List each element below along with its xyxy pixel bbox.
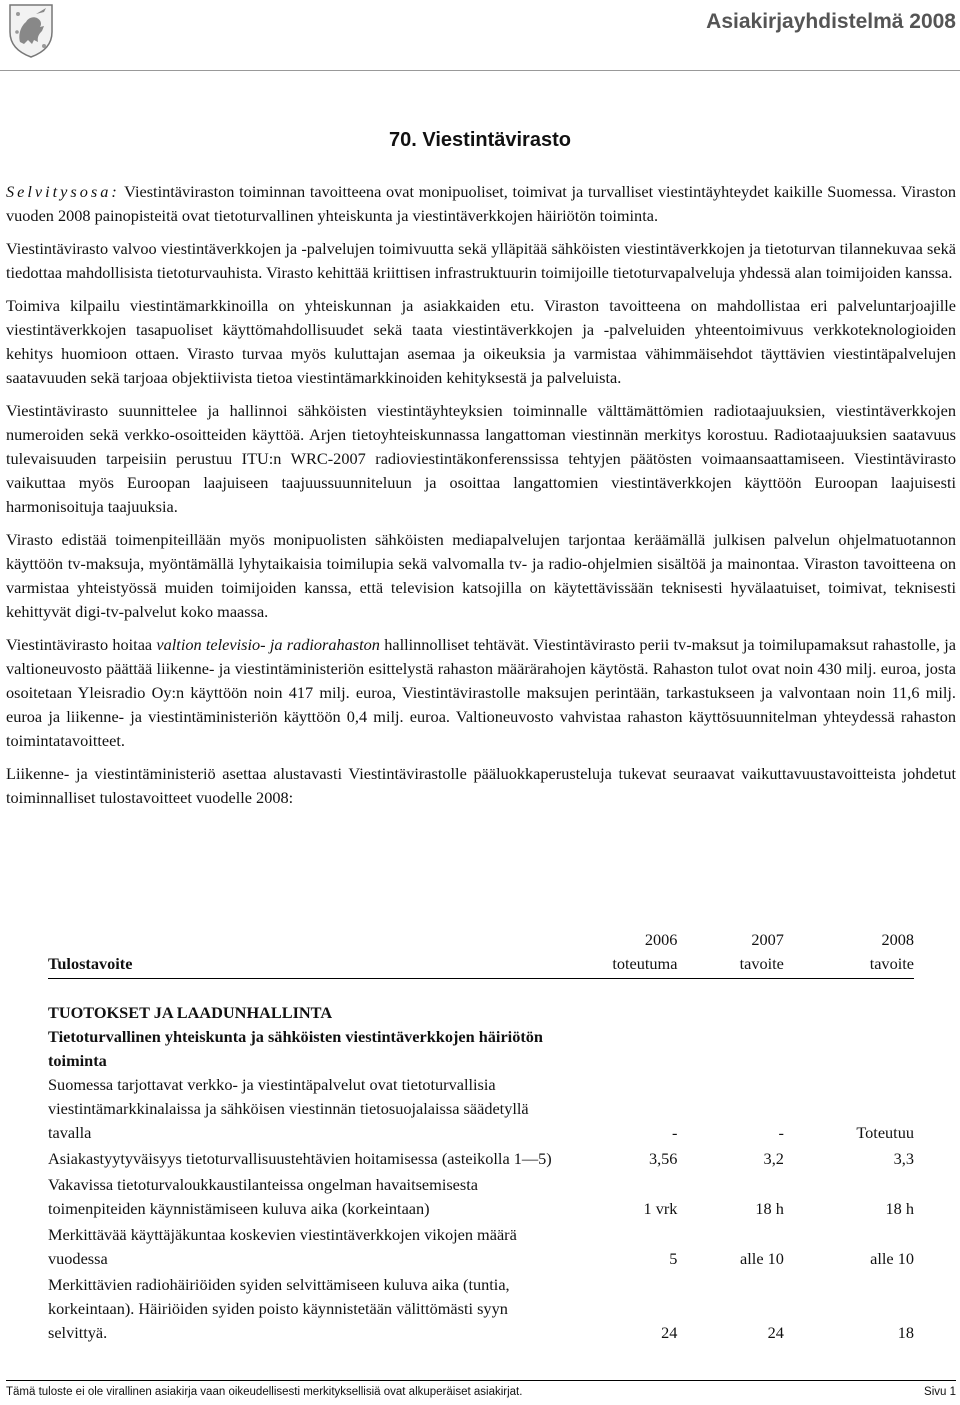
header-2006-type: toteutuma [612, 954, 678, 973]
page-header [0, 0, 960, 71]
body-text [6, 180, 956, 819]
row-2007: alle 10 [740, 1249, 784, 1268]
row-label: Merkittävien radiohäiriöiden syiden selvittämiseen kuluva aika (tuntia, korkeintaan). Häiriöiden syiden poisto käynnistetään välittömästi syyn selvittyä. [48, 1275, 510, 1342]
row-2007: 18 h [755, 1199, 784, 1218]
paragraph-frequencies: Viestintävirasto suunnittelee ja hallinnoi sähköisten viestintäyhteyksien toiminnalle välttämättömien radiotaajuuksien, viestintäverkkojen numeroiden sekä verkko-osoitteiden käyttöä. Arjen tietoyhteiskunnassa langattoman viestinnän merkitys korostuu. Radiotaajuuksien saatavuus tulevaisuuden tarpeisiin perustuu ITU:n WRC-2007 radioviestintäkonferenssissa tehtyjen päätösten voimaansaattamiseen. Viestintävirasto vaikuttaa myös Euroopan laajuiseen taajuussuunniteluun ja osoittaa langattomien viestintäverkkojen käyttöön Euroopan laajuisesti harmonisoituja taajuuksia. [6, 401, 956, 516]
finnish-lion-crest-icon [6, 2, 56, 58]
header-2007-year: 2007 [751, 930, 784, 949]
table-category-row [48, 1001, 914, 1025]
fund-name: valtion televisio- ja radiorahaston [156, 635, 380, 654]
table-subheading-row [48, 1025, 914, 1073]
table-row [48, 1173, 914, 1223]
row-2008: 18 h [885, 1199, 914, 1218]
page-footer [6, 1380, 956, 1399]
row-2006: 24 [661, 1323, 678, 1342]
section-title: 70. Viestintävirasto [389, 129, 571, 151]
table-header-row [48, 928, 914, 979]
row-label: Suomessa tarjottavat verkko- ja viestintäpalvelut ovat tietoturvallisia viestintämarkkinalaissa ja sähköisen viestinnän tietosuojalaissa säädetyllä tavalla [48, 1075, 529, 1142]
table-row [48, 1273, 914, 1347]
header-2007-type: tavoite [739, 954, 784, 973]
paragraph-monitoring: Viestintävirasto valvoo viestintäverkkojen ja -palvelujen toimivuutta sekä ylläpitää sähköisten viestintäverkkojen ja tietoturvan tilannekuvaa sekä tiedottaa mahdollisista tietoturvauhista. Virasto kehittää kriittisen infrastruktuurin toimijoille tietoturvapalveluja yhdessä alan toimijoiden kanssa. [6, 239, 956, 282]
header-label: Tulostavoite [48, 928, 575, 979]
header-2006-year: 2006 [644, 930, 678, 949]
paragraph-targets-intro: Liikenne- ja viestintäministeriö asettaa alustavasti Viestintävirastolle pääluokkaperusteluja tukevat seuraavat vaikuttavuustavoitteista johdetut toiminnalliset tulostavoitteet vuodelle 2008: [6, 764, 956, 807]
explanatory-part-label: Selvitysosa: [6, 182, 120, 201]
paragraph-fund-b: hallinnolliset tehtävät. Viestintävirasto perii tv-maksut ja toimilupamaksut rahastolle, ja valtioneuvosto päättää liikenne- ja viestintäministeriön esittelystä rahaston määrärahojen käytöstä. Rahaston tulot ovat noin 430 milj. euroa, josta osoitetaan Yleisradio Oy:n käyttöön noin 417 milj. euroa, Viestintävirastolle maksujen perintään, tarkastukseen ja valvontaan noin 11,6 milj. euroa ja liikenne- ja viestintäministeriön käyttöön 0,4 milj. euroa. Valtioneuvosto vahvistaa rahaston käyttösuunnitelman yhteydessä rahaston toimintatavoitteet. [6, 635, 956, 750]
footer-disclaimer: Tämä tuloste ei ole virallinen asiakirja vaan oikeudellisesti merkityksellisiä ovat alkuperäiset asiakirjat. [6, 1386, 523, 1398]
table-row [48, 1147, 914, 1173]
row-2008: 18 [897, 1323, 914, 1342]
row-2007: 3,2 [763, 1149, 784, 1168]
paragraph-media-services: Virasto edistää toimenpiteillään myös monipuolisten sähköisten mediapalvelujen tarjontaa keräämällä julkisen palvelun ohjelmatuotannon käyttöön tv-maksuja, myöntämällä lyhytaikaisia toimilupia sekä valvomalla tv- ja radio-ohjelmien sisältöä ja mainontaa. Viraston tavoitteena on varmistaa yhteistyössä muiden toimijoiden kanssa, että television katsojilla on käytettävissään teknisesti hyvälaatuiset, toimivat, teknisesti kehittyvät digi-tv-palvelut koko maassa. [6, 530, 956, 621]
page-number: Sivu 1 [924, 1386, 956, 1398]
paragraph-competition: Toimiva kilpailu viestintämarkkinoilla on yhteiskunnan ja asiakkaiden etu. Viraston tavoitteena on mahdollistaa eri palveluntarjoajille viestintäverkkojen tasapuoliset käyttömahdollisuudet sekä taata viestintäverkkojen ja -palveluiden yhteentoimivuus verkkoteknologioiden kehitys huomioon ottaen. Virasto turvaa myös kuluttajan asemaa ja oikeuksia ja varmistaa vähimmäisehdot täyttävien viestintäpalvelujen saatavuuden sekä tarjoaa objektiivista tietoa viestintämarkkinoiden kehityksestä ja palveluista. [6, 296, 956, 387]
row-2006: 3,56 [648, 1149, 678, 1168]
row-2008: Toteutuu [856, 1123, 914, 1142]
table-row [48, 1073, 914, 1147]
header-2006 [575, 928, 677, 979]
row-2008: 3,3 [893, 1149, 914, 1168]
row-2007: - [778, 1123, 784, 1142]
table-row [48, 1223, 914, 1273]
header-2008 [784, 928, 914, 979]
header-2007 [677, 928, 783, 979]
paragraph-intro-text: Viestintäviraston toiminnan tavoitteena ovat monipuoliset, toimivat ja turvalliset viestintäyhteydet kaikille Suomessa. Viraston vuoden 2008 painopisteitä ovat tietoturvallinen yhteiskunta ja viestintäverkkojen häiriötön toiminta. [6, 182, 956, 225]
paragraph-fund [6, 633, 956, 753]
table-subheading: Tietoturvallinen yhteiskunta ja sähköisten viestintäverkkojen häiriötön toiminta [48, 1027, 543, 1070]
row-2008: alle 10 [870, 1249, 914, 1268]
row-2006: 1 vrk [643, 1199, 678, 1218]
paragraph-intro [6, 180, 956, 228]
row-2006: - [672, 1123, 678, 1142]
row-2006: 5 [669, 1249, 678, 1268]
row-2007: 24 [767, 1323, 784, 1342]
header-2008-type: tavoite [869, 954, 914, 973]
table-category: TUOTOKSET JA LAADUNHALLINTA [48, 1003, 333, 1022]
row-label: Asiakastyytyväisyys tietoturvallisuustehtävien hoitamisessa (asteikolla 1—5) [48, 1149, 552, 1168]
document-title: Asiakirjayhdistelmä 2008 [706, 10, 956, 33]
table-spacer [48, 979, 914, 1002]
results-table [48, 928, 914, 1347]
row-label: Vakavissa tietoturvaloukkaustilanteissa ongelman havaitsemisesta toimenpiteiden käynnistämiseen kuluva aika (korkeintaan) [48, 1175, 478, 1218]
row-label: Merkittävää käyttäjäkuntaa koskevien viestintäverkkojen vikojen määrä vuodessa [48, 1225, 517, 1268]
header-2008-year: 2008 [881, 930, 914, 949]
paragraph-fund-a: Viestintävirasto hoitaa [6, 635, 157, 654]
